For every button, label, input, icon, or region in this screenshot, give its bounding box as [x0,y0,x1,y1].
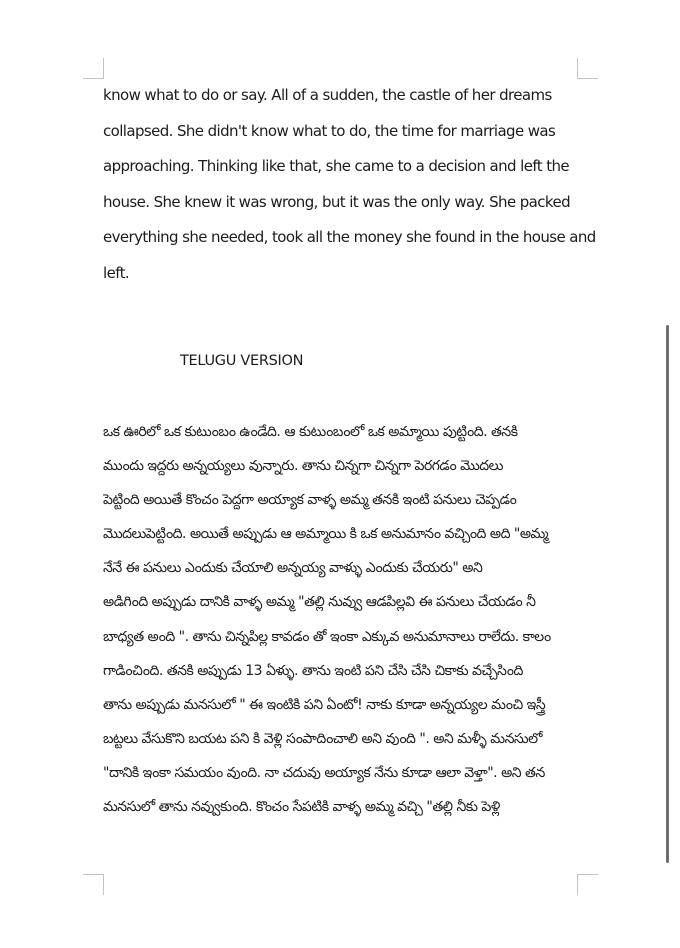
vertical-scrollbar[interactable] [666,325,669,863]
text-line: everything she needed, took all the money she found in the house and [103,228,596,247]
text-line: "దానికి ఇంకా సమయం వుంది. నా చదువు అయ్యాక నేను కూడా ఆలా వెళ్తా". అని తన [103,764,545,781]
text-line: బట్టలు వేసుకొని బయట పని కి వెళ్లి సంపాదించాలి అని వుంది ". అని మళ్ళీ మనసులో [103,730,543,747]
text-line: know what to do or say. All of a sudden, the castle of her dreams [103,86,552,104]
english-paragraph [103,82,596,296]
text-line: గాడించింది. తనకి అప్పుడు 13 ఏళ్ళు. తాను ఇంటి పని చేసి చేసి చికాకు వచ్చేసింది [103,662,523,679]
text-line: ఒక ఊరిలో ఒక కుటుంబం ఉండేది. ఆ కుటుంబంలో ఒక అమ్మాయి పుట్టింది. తనకి [103,424,518,440]
section-heading: TELUGU VERSION [180,353,304,369]
text-line: collapsed. She didn't know what to do, the time for marriage was [103,121,556,140]
crop-mark-top-right [577,58,598,79]
text-line: ముందు ఇద్దరు అన్నయ్యలు వున్నారు. తాను చిన్నగా చిన్నగా పెరగడం మొదలు [103,458,503,475]
crop-mark-bottom-right [577,874,598,895]
text-line: నేనే ఈ పనులు ఎందుకు చేయాలి అన్నయ్య వాళ్ళు ఎందుకు చేయరు" అని [103,560,483,577]
text-line: తాను అప్పుడు మనసులో " ఈ ఇంటికి పని ఏంటో! నాకు కూడా అన్నయ్యల మంచి ఇస్త్రీ [103,696,546,713]
text-line: approaching. Thinking like that, she came to a decision and left the [103,157,570,176]
text-line: పెట్టింది అయితే కొంచం పెద్దగా అయ్యాక వాళ్ళ అమ్మ తనకి ఇంటి పనులు చెప్పడం [103,492,517,509]
text-line: left. [103,263,130,282]
text-line: మనసులో తాను నవ్వుకుంది. కొంచం సేపటికి వాళ్ళ అమ్మ వచ్చి "తల్లి నీకు పెళ్లి [103,799,500,816]
crop-mark-top-left [83,58,104,79]
telugu-paragraph [103,420,593,829]
text-line: బాధ్యత అంది ". తాను చిన్నపిల్ల కావడం తో ఇంకా ఎక్కువ అనుమానాలు రాలేదు. కాలం [103,628,551,645]
text-line: అడిగింది అప్పుడు దానికి వాళ్ళ అమ్మ "తల్లి నువ్వు ఆడపిల్లవి ఈ పనులు చేయడం నీ [103,594,536,611]
crop-mark-bottom-left [83,874,104,895]
text-line: మొదలుపెట్టింది. అయితే అప్పుడు ఆ అమ్మాయి కి ఒక అనుమానం వచ్చింది అది "అమ్మ [103,526,549,543]
text-line: house. She knew it was wrong, but it was the only way. She packed [103,192,571,211]
